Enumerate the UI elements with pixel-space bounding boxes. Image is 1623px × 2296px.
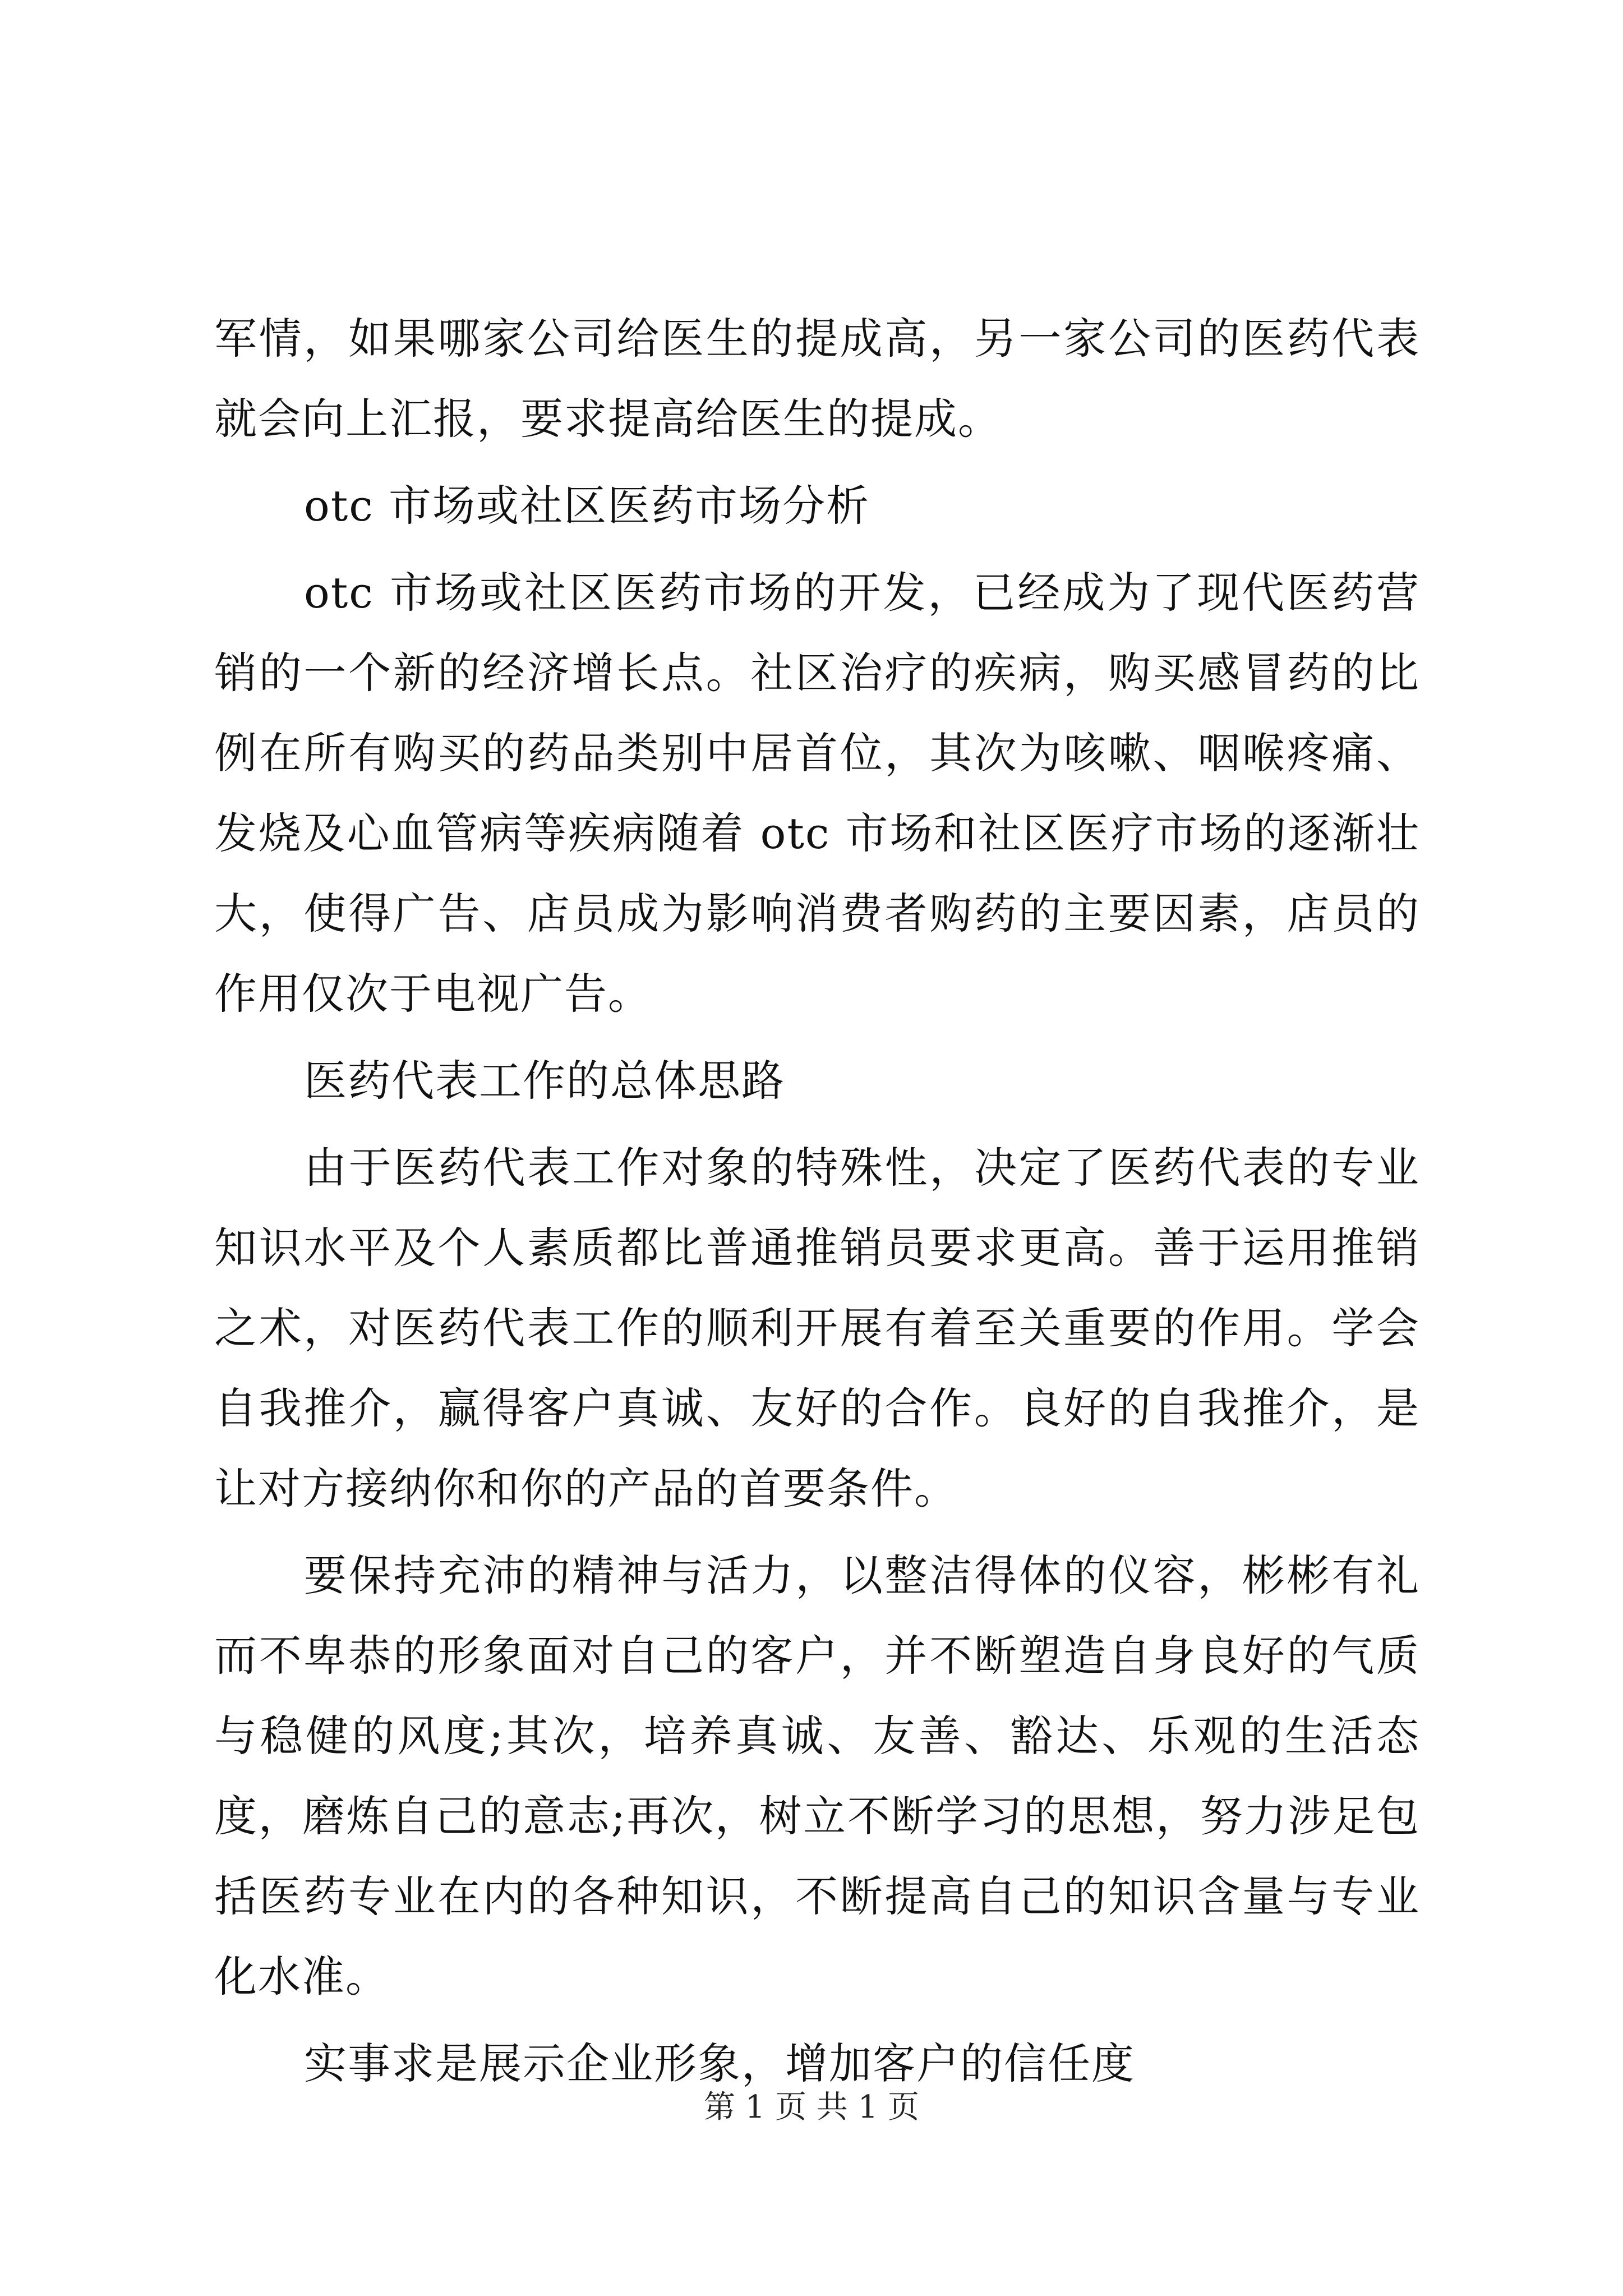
section-heading-corporate-image: 实事求是展示企业形象，增加客户的信任度 [304,2039,1135,2088]
paragraph-continuation: 军情，如果哪家公司给医生的提成高，另一家公司的医药代表就会向上汇报，要求提高给医生的提成。 [214,314,1420,444]
section-heading-overall-approach: 医药代表工作的总体思路 [304,1056,785,1106]
page-footer: 第 1 页 共 1 页 [703,2089,920,2125]
paragraph-rep-qualities: 由于医药代表工作对象的特殊性，决定了医药代表的专业知识水平及个人素质都比普通推销员要求更高。善于运用推销之术，对医药代表工作的顺利开展有着至关重要的作用。学会自我推介，赢得客户真诚、友好的合作。良好的自我推介，是让对方接纳你和你的产品的首要条件。 [214,1143,1420,1513]
paragraph-rep-attitude: 要保持充沛的精神与活力，以整洁得体的仪容，彬彬有礼而不卑恭的形象面对自己的客户，并不断塑造自身良好的气质与稳健的风度;其次，培养真诚、友善、豁达、乐观的生活态度，磨炼自己的意志;再次，树立不断学习的思想，努力涉足包括医药专业在内的各种知识，不断提高自己的知识含量与专业化水准。 [214,1550,1420,2001]
document-body [214,298,1420,2104]
paragraph-otc-market: otc 市场或社区医药市场的开发，已经成为了现代医药营销的一个新的经济增长点。社区治疗的疾病，购买感冒药的比例在所有购买的药品类别中居首位，其次为咳嗽、咽喉疼痛、发烧及心血管病等疾病随着 otc 市场和社区医疗市场的逐渐壮大，使得广告、店员成为影响消费者购药的主要因素，店员的作用仅次于电视广告。 [214,568,1420,1019]
section-heading-otc-market: otc 市场或社区医药市场分析 [304,481,870,531]
